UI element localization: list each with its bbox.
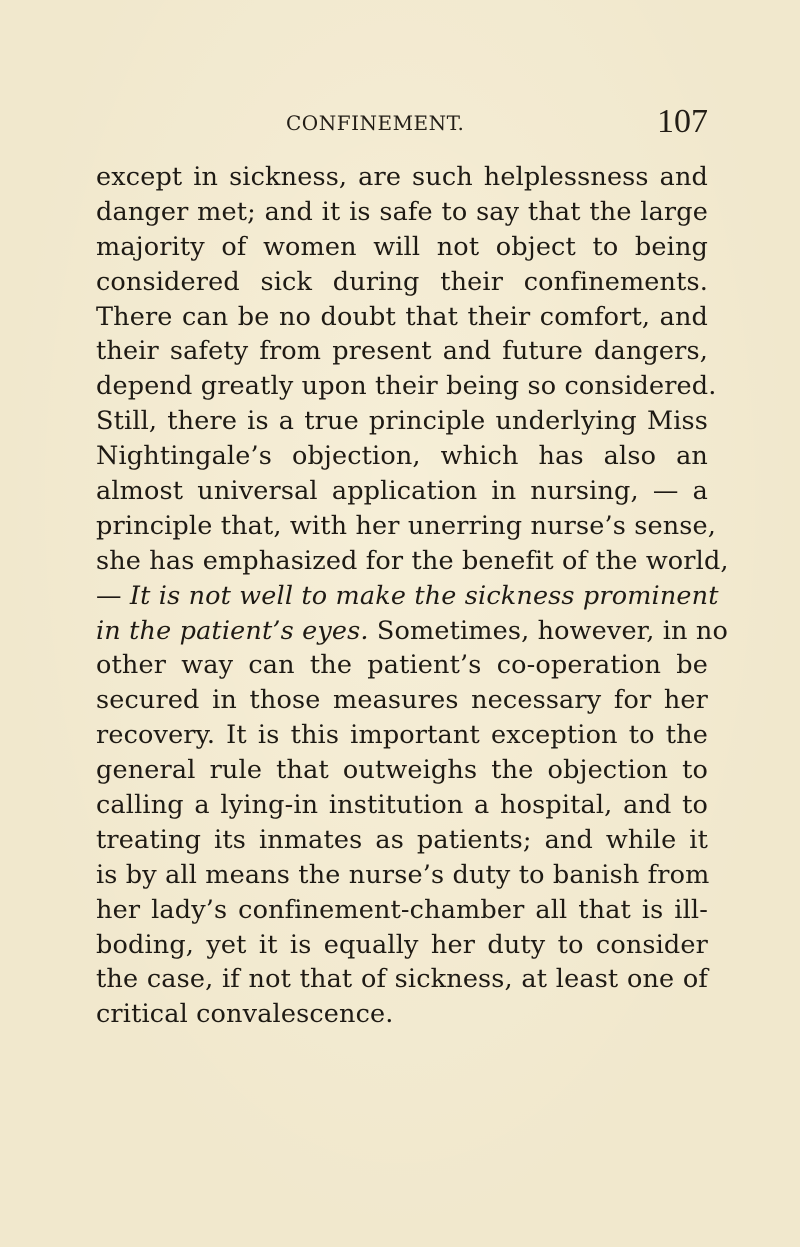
text-line: majority of women will not object to being: [96, 231, 708, 262]
text-line: the case, if not that of sickness, at least one of: [96, 964, 708, 995]
text-line: depend greatly upon their being so considered.: [96, 371, 717, 402]
text-line: recovery. It is this important exception to the: [96, 720, 708, 751]
text-line: Nightingale’s objection, which has also an: [96, 441, 708, 472]
text-line: she has emphasized for the benefit of the world,: [96, 545, 729, 576]
text-line: secured in those measures necessary for her: [96, 685, 708, 716]
text-line: Still, there is a true principle underlying Miss: [96, 406, 708, 437]
text-line: considered sick during their confinements.: [96, 266, 708, 297]
page-header: [96, 103, 708, 143]
italic-quote: It is not well to make the sickness prominent: [129, 580, 719, 611]
text-line: There can be no doubt that their comfort, and: [96, 301, 708, 332]
text-line: almost universal application in nursing, — a: [96, 476, 708, 507]
text-line-last: critical convalescence.: [96, 999, 394, 1030]
page-number: 107: [657, 103, 708, 140]
text-line: except in sickness, are such helplessness and: [96, 162, 708, 192]
text-line: principle that, with her unerring nurse’s sense,: [96, 510, 717, 541]
text-line: calling a lying-in institution a hospital, and to: [96, 790, 708, 821]
text-line-italic: [96, 614, 728, 649]
text-line: other way can the patient’s co-operation be: [96, 650, 708, 681]
text-line: is by all means the nurse’s duty to banish from: [96, 859, 710, 890]
text-fragment: Sometimes, however, in no: [368, 615, 728, 646]
text-line: treating its inmates as patients; and while it: [96, 824, 708, 855]
text-line: their safety from present and future dangers,: [96, 336, 708, 367]
italic-quote: in the patient’s eyes.: [96, 615, 369, 646]
text-line: danger met; and it is safe to say that the large: [96, 196, 708, 227]
body-text: [96, 160, 729, 1032]
running-title: CONFINEMENT.: [286, 111, 465, 135]
text-line: boding, yet it is equally her duty to consider: [96, 929, 708, 960]
text-line: general rule that outweighs the objection to: [96, 755, 708, 786]
text-line: her lady’s confinement-chamber all that is ill-: [96, 894, 708, 925]
text-line-italic: [96, 579, 719, 614]
em-dash: —: [96, 580, 130, 611]
